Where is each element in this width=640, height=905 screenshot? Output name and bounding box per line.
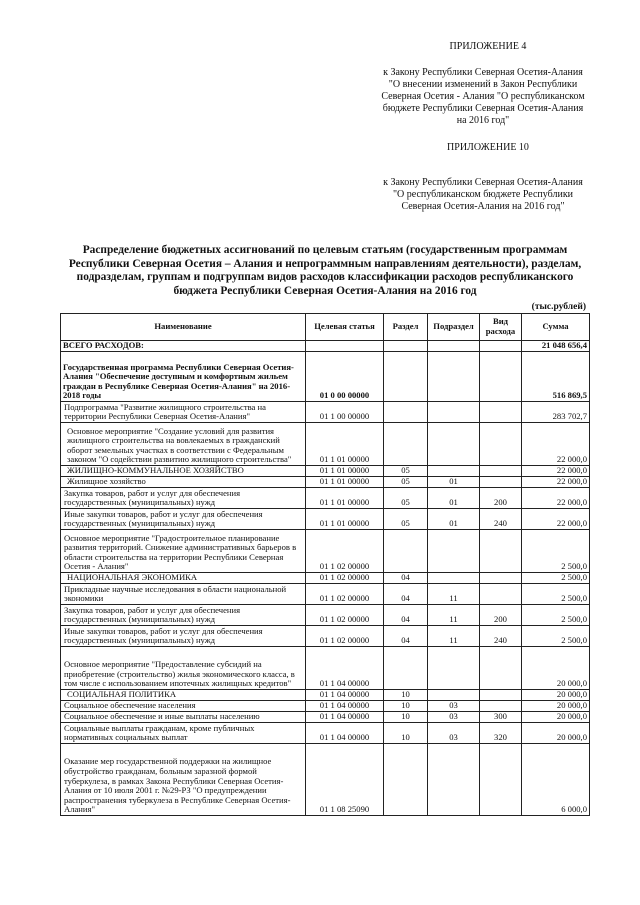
cell-subsection [428,402,480,423]
cell-target-article: 01 1 04 00000 [306,690,384,701]
cell-section: 04 [384,584,428,605]
table-row [61,744,590,816]
cell-expense-type: 240 [480,509,522,530]
units-label: (тыс.рублей) [531,302,586,312]
table-row [61,530,590,573]
table-row [61,573,590,584]
cell-expense-type [480,530,522,573]
cell-name: Закупка товаров, работ и услуг для обеспечения государственных (муниципальных) нужд [61,605,306,626]
cell-name: Основное мероприятие "Создание условий для развития жилищного строительства на вовлекаемых в гражданский оборот земельных участках в соответствии с Федеральным законом "О содействии развитию жилищного строительства" [61,423,306,466]
budget-table [60,313,590,816]
table-row [61,712,590,723]
cell-name: Закупка товаров, работ и услуг для обеспечения государственных (муниципальных) нужд [61,488,306,509]
cell-name: Жилищное хозяйство [61,477,306,488]
cell-target-article: 01 1 04 00000 [306,712,384,723]
cell-section: 10 [384,712,428,723]
cell-subsection: 11 [428,626,480,647]
cell-subsection [428,352,480,402]
cell-section: 05 [384,488,428,509]
cell-subsection [428,466,480,477]
cell-target-article: 01 0 00 00000 [306,352,384,402]
cell-section: 04 [384,573,428,584]
cell-expense-type: 300 [480,712,522,723]
cell-target-article: 01 1 02 00000 [306,584,384,605]
table-header-row [61,314,590,341]
cell-section: 10 [384,723,428,744]
cell-subsection [428,744,480,816]
cell-expense-type [480,647,522,690]
cell-amount: 20 000,0 [522,701,590,712]
cell-name: Прикладные научные исследования в области национальной экономики [61,584,306,605]
cell-subsection [428,530,480,573]
table-row [61,509,590,530]
cell-target-article: 01 1 01 00000 [306,509,384,530]
cell-name: Социальное обеспечение населения [61,701,306,712]
cell-name: СОЦИАЛЬНАЯ ПОЛИТИКА [61,690,306,701]
cell-amount: 516 869,5 [522,352,590,402]
cell-name: Иные закупки товаров, работ и услуг для обеспечения государственных (муниципальных) нужд [61,626,306,647]
cell-target-article: 01 1 04 00000 [306,723,384,744]
cell-target-article: 01 1 02 00000 [306,530,384,573]
table-row [61,626,590,647]
cell-amount: 22 000,0 [522,488,590,509]
cell-target-article: 01 1 02 00000 [306,605,384,626]
cell-amount: 21 048 656,4 [522,341,590,352]
cell-name: НАЦИОНАЛЬНАЯ ЭКОНОМИКА [61,573,306,584]
cell-amount: 283 702,7 [522,402,590,423]
table-row [61,605,590,626]
cell-amount: 22 000,0 [522,509,590,530]
cell-subsection [428,341,480,352]
cell-target-article: 01 1 01 00000 [306,477,384,488]
cell-name: Социальное обеспечение и иные выплаты населению [61,712,306,723]
table-row [61,647,590,690]
cell-name: Основное мероприятие "Градостроительное планирование развития территорий. Снижение административных барьеров в области строительства на территории Республики Северная Осетия - Алания" [61,530,306,573]
cell-amount: 20 000,0 [522,723,590,744]
law-amendment-reference: к Закону Республики Северная Осетия-Алания "О внесении изменений в Закон Республики Северная Осетия - Алания "О республиканском бюджете Республики Северная Осетия-Алания на 2016 год" [381,67,585,126]
cell-subsection [428,423,480,466]
cell-subsection: 01 [428,509,480,530]
cell-subsection: 01 [428,488,480,509]
cell-section [384,341,428,352]
col-header-target-article: Целевая статья [306,314,384,341]
cell-name: Государственная программа Республики Северная Осетия-Алания "Обеспечение доступным и комфортным жильем граждан в Республике Северная Осетия-Алания" на 2016-2018 годы [61,352,306,402]
cell-expense-type [480,573,522,584]
table-row [61,352,590,402]
cell-subsection [428,690,480,701]
col-header-name: Наименование [61,314,306,341]
cell-expense-type [480,701,522,712]
cell-expense-type [480,341,522,352]
cell-name: ЖИЛИЩНО-КОММУНАЛЬНОЕ ХОЗЯЙСТВО [61,466,306,477]
cell-amount: 20 000,0 [522,690,590,701]
cell-section [384,744,428,816]
cell-subsection: 03 [428,701,480,712]
cell-expense-type [480,423,522,466]
cell-expense-type [480,744,522,816]
cell-section [384,352,428,402]
col-header-amount: Сумма [522,314,590,341]
cell-target-article: 01 1 08 25090 [306,744,384,816]
cell-name: Подпрограмма "Развитие жилищного строительства на территории Республики Северная Осетия-Алания" [61,402,306,423]
cell-name: ВСЕГО РАСХОДОВ: [61,341,306,352]
cell-amount: 6 000,0 [522,744,590,816]
cell-amount: 2 500,0 [522,605,590,626]
cell-amount: 22 000,0 [522,423,590,466]
cell-name: Оказание мер государственной поддержки на жилищное обустройство гражданам, больным заразной формой туберкулеза, в рамках Закона Республики Северная Осетия-Алания от 10 июля 2001 г. №29-РЗ "О предупреждении распространения туберкулеза в Республике Северная Осетия-Алания" [61,744,306,816]
cell-amount: 2 500,0 [522,530,590,573]
law-budget-reference: к Закону Республики Северная Осетия-Алания "О республиканском бюджете Республики Северная Осетия-Алания на 2016 год" [383,177,583,212]
table-row [61,488,590,509]
table-row [61,584,590,605]
cell-expense-type [480,352,522,402]
col-header-expense-type: Вид расхода [480,314,522,341]
cell-target-article: 01 1 00 00000 [306,402,384,423]
cell-target-article: 01 1 02 00000 [306,573,384,584]
cell-expense-type [480,477,522,488]
table-row [61,341,590,352]
table-row [61,402,590,423]
cell-subsection: 03 [428,723,480,744]
cell-expense-type: 200 [480,488,522,509]
cell-amount: 22 000,0 [522,466,590,477]
cell-section: 05 [384,466,428,477]
cell-subsection: 11 [428,605,480,626]
cell-target-article: 01 1 01 00000 [306,423,384,466]
cell-section [384,402,428,423]
col-header-subsection: Подраздел [428,314,480,341]
cell-expense-type: 320 [480,723,522,744]
cell-amount: 22 000,0 [522,477,590,488]
table-row [61,466,590,477]
cell-section [384,423,428,466]
document-title: Распределение бюджетных ассигнований по целевым статьям (государственным программам Республики Северная Осетия – Алания и непрограммным направлениям деятельности), разделам, подразделам, группам и подгруппам видов расходов классификации расходов республиканского бюджета Республики Северная Осетия-Алания на 2016 год [68,244,582,297]
cell-target-article: 01 1 01 00000 [306,466,384,477]
cell-expense-type [480,690,522,701]
col-header-section: Раздел [384,314,428,341]
cell-target-article: 01 1 04 00000 [306,647,384,690]
table-row [61,723,590,744]
cell-target-article: 01 1 02 00000 [306,626,384,647]
cell-subsection: 11 [428,584,480,605]
appendix-10-label: ПРИЛОЖЕНИЕ 10 [447,142,529,153]
cell-expense-type: 240 [480,626,522,647]
table-row [61,477,590,488]
cell-amount: 20 000,0 [522,647,590,690]
cell-amount: 2 500,0 [522,626,590,647]
cell-subsection [428,647,480,690]
cell-section [384,530,428,573]
table-row [61,690,590,701]
table-row [61,423,590,466]
cell-section: 04 [384,605,428,626]
cell-expense-type [480,466,522,477]
cell-section [384,647,428,690]
cell-expense-type [480,402,522,423]
cell-target-article [306,341,384,352]
appendix-4-label: ПРИЛОЖЕНИЕ 4 [449,41,527,52]
table-row [61,701,590,712]
cell-section: 10 [384,690,428,701]
cell-expense-type: 200 [480,605,522,626]
cell-amount: 2 500,0 [522,573,590,584]
cell-section: 05 [384,509,428,530]
cell-amount: 2 500,0 [522,584,590,605]
cell-target-article: 01 1 01 00000 [306,488,384,509]
cell-section: 10 [384,701,428,712]
cell-target-article: 01 1 04 00000 [306,701,384,712]
cell-amount: 20 000,0 [522,712,590,723]
cell-name: Социальные выплаты гражданам, кроме публичных нормативных социальных выплат [61,723,306,744]
cell-subsection: 01 [428,477,480,488]
cell-expense-type [480,584,522,605]
cell-subsection [428,573,480,584]
cell-name: Основное мероприятие "Предоставление субсидий на приобретение (строительство) жилья экономического класса, в том числе с использованием ипотечных жилищных кредитов" [61,647,306,690]
cell-subsection: 03 [428,712,480,723]
cell-section: 04 [384,626,428,647]
cell-name: Иные закупки товаров, работ и услуг для обеспечения государственных (муниципальных) нужд [61,509,306,530]
cell-section: 05 [384,477,428,488]
